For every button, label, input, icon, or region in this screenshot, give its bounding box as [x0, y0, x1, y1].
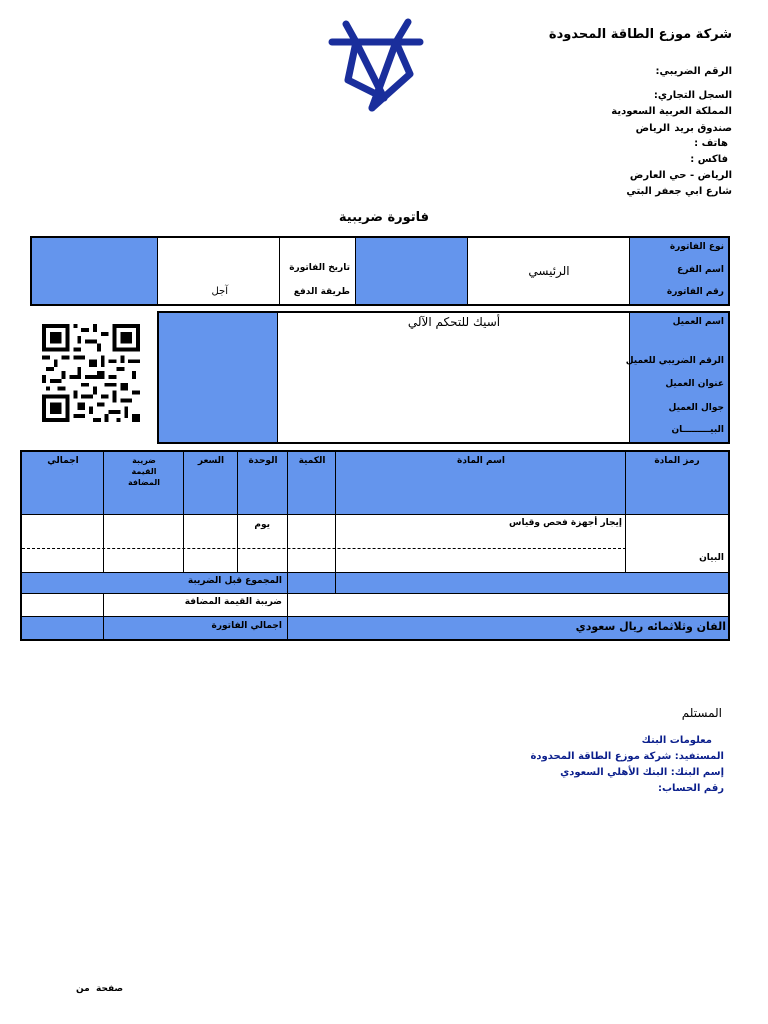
- header-date-value-cell: [356, 238, 468, 304]
- header-left-cell: [32, 238, 158, 304]
- item-row-unit: يوم: [254, 520, 270, 530]
- country: المملكة العربية السعودية: [611, 106, 732, 117]
- subtotal-label: المجموع قبل الضريبة: [187, 576, 282, 586]
- col-header-price: السعر: [197, 456, 225, 466]
- customer-address-label: عنوان العميل: [665, 379, 724, 389]
- company-logo: [326, 18, 426, 114]
- col-header-vat: ضريبة القيمة المضافة: [127, 456, 161, 487]
- item-row-name: إيجار أجهزة فحص وقياس: [509, 518, 622, 528]
- bank-beneficiary: المستفيد: شركة موزع الطاقة المحدودة: [530, 751, 724, 762]
- vat-label: ضريبة القيمة المضافة: [184, 597, 282, 607]
- customer-mobile-label: جوال العميل: [668, 403, 724, 413]
- invoice-title: فاتورة ضريبية: [338, 210, 430, 225]
- bank-account-label: رقم الحساب:: [658, 783, 724, 794]
- items-table: [20, 450, 730, 641]
- invoice-header-box: [30, 236, 730, 306]
- district: الرياض - حي العارض: [629, 170, 732, 181]
- payment-method-value: آجل: [211, 286, 228, 297]
- customer-label-cell: [630, 313, 728, 442]
- col-header-name: اسم المادة: [457, 456, 505, 466]
- col-header-code: رمز المادة: [654, 456, 700, 466]
- col-header-unit: الوحدة: [248, 456, 278, 466]
- payment-method-label: طريقة الدفع: [293, 287, 350, 297]
- invoice-date-label: تاريخ الفاتورة: [289, 263, 350, 273]
- customer-left-cell: [159, 313, 278, 442]
- customer-box: [157, 311, 730, 444]
- bank-name: إسم البنك: البنك الأهلي السعودي: [560, 767, 724, 778]
- customer-tax-label: الرقم الضريبي للعميل: [625, 356, 724, 366]
- customer-name-label: اسم العميل: [672, 317, 724, 327]
- grand-total-label: اجمالي الفاتورة: [211, 621, 282, 631]
- item-statement-label: البيان: [699, 553, 724, 563]
- col-header-qty: الكمية: [298, 456, 326, 466]
- bank-title: معلومات البنك: [641, 735, 712, 746]
- customer-name-value: أسيك للتحكم الآلي: [407, 315, 501, 329]
- subtotal-row: [22, 573, 728, 593]
- fax-label: فاكس :: [690, 154, 728, 165]
- branch-value: الرئيسي: [528, 264, 570, 278]
- street: شارع ابي جعفر البتي: [626, 186, 732, 197]
- po-box-label: صندوق بريد: [674, 123, 732, 134]
- col-header-total: اجمالي: [47, 456, 79, 466]
- invoice-type-label: نوع الفاتورة: [669, 242, 724, 252]
- customer-statement-label: البيـــــــــان: [671, 425, 724, 435]
- tax-number-label: الرقم الضريبي:: [655, 66, 732, 77]
- invoice-number-label: رقم الفاتورة: [666, 287, 724, 297]
- receiver-label: المستلم: [681, 706, 722, 720]
- company-name: شركة موزع الطاقة المحدودة: [548, 27, 732, 42]
- phone-label: هاتف :: [694, 138, 728, 149]
- amount-in-words: الفان وثلاثمائه ريال سعودي: [575, 620, 726, 633]
- qr-code: [42, 324, 140, 422]
- footer-page-label: صفحة: [96, 984, 124, 994]
- po-box-city: الرياض: [635, 123, 670, 134]
- footer-of-label: من: [76, 984, 90, 994]
- cr-label: السجل التجاري:: [653, 90, 732, 101]
- branch-label: اسم الفرع: [677, 265, 724, 275]
